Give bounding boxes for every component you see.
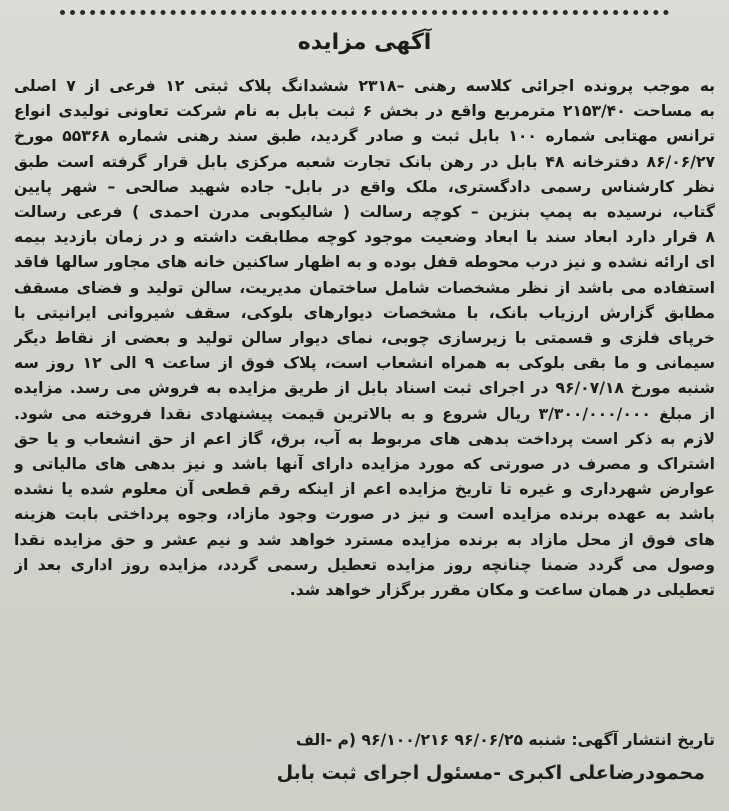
body-line: ۸ قرار دارد ابعاد سند با ابعاد وضعیت موجود کوچه مطابقت داشته و در زمان بازدید بیمه [14, 228, 715, 247]
body-line: مطابق گزارش ارزیاب بانک، با مشخصات دیوارهای بلوکی، سقف شیروانی ایرانیتی با [14, 303, 715, 322]
body-line: نظر کارشناس رسمی دادگستری، ملک واقع در بابل- جاده شهید صالحی – شهر پایین [14, 177, 715, 196]
body-line: گتاب، نرسیده به پمپ بنزین – کوچه رسالت ( شالیکوبی مدرن احمدی ) فرعی رسالت [14, 203, 715, 222]
body-line: شنبه مورخ ۹۶/۰۷/۱۸ در اجرای ثبت اسناد بابل از طریق مزایده به فروش می رسد. مزایده [14, 379, 715, 398]
body-line: استفاده می باشد از نظر مشخصات شامل ساختمان مدیریت، سالن تولید و فضای مسقف [14, 278, 715, 297]
body-line: به مساحت ۲۱۵۳/۴۰ مترمربع واقع در بخش ۶ ثبت بابل به نام شرکت تعاونی تولیدی انواع [14, 102, 715, 121]
body-line: باشد به عهده برنده مزایده است و نیز در صورت وجود مازاد، وجوه پرداختی بابت هزینه [14, 505, 715, 524]
signature: محمودرضاعلی اکبری -مسئول اجرای ثبت بابل [276, 762, 705, 784]
body-line: عوارض شهرداری و غیره تا تاریخ مزایده اعم از اینکه رقم قطعی آن معلوم شده یا نشده [14, 480, 715, 499]
notice-title: آگهی مزایده [297, 30, 432, 55]
body-line: اشتراک و مصرف در صورتی که مورد مزایده دارای آنها باشد و نیز بدهی های مالیاتی و [14, 455, 715, 474]
notice-body [14, 74, 715, 603]
body-line: های فوق از محل مازاد به برنده مزایده مسترد خواهد شد و نیم عشر و حق مزایده نقدا [14, 530, 715, 549]
body-line: تعطیلی در همان ساعت و مکان مقرر برگزار خواهد شد. [289, 581, 715, 600]
top-divider [60, 10, 669, 15]
body-line: ترانس مهتابی شماره ۱۰۰ بابل ثبت و صادر گردید، طبق سند رهنی شماره ۵۵۳۶۸ مورخ [14, 127, 715, 146]
body-line: به موجب پرونده اجرائی کلاسه رهنی –۲۳۱۸ ششدانگ پلاک ثبتی ۱۲ فرعی از ۷ اصلی [14, 77, 715, 95]
publication-date: تاریخ انتشار آگهی: شنبه ۹۶/۰۶/۲۵ ۹۶/۱۰۰/۲۱۶ (م -الف [295, 731, 715, 749]
body-line: از مبلغ ۳/۳۰۰/۰۰۰/۰۰۰ ریال شروع و به بالاترین قیمت پیشنهادی نقدا فروخته می شود. [14, 404, 715, 423]
body-line: سیمانی و ما بقی بلوکی به همراه انشعاب است، پلاک فوق از ساعت ۹ الی ۱۲ روز سه [14, 354, 715, 373]
body-line: ۸۶/۰۶/۲۷ دفترخانه ۴۸ بابل در رهن بانک تجارت شعبه مرکزی بابل قرار گرفته است طبق [14, 152, 715, 171]
body-line: ای ارائه نشده و نیز درب محوطه قفل بوده و به اظهار ساکنین خانه های مجاور سالها فاقد [14, 253, 715, 272]
body-line: خرپای فلزی و قسمتی با زیرسازی چوبی، نمای دیوار سالن تولید و بعضی از نقاط دیگر [14, 329, 715, 348]
body-line: لازم به ذکر است پرداخت بدهی های مربوط به آب، برق، گاز اعم از حق انشعاب و یا حق [14, 429, 715, 448]
body-line: وصول می گردد ضمنا چنانچه روز مزایده تعطیل رسمی گردد، مزایده روز اداری بعد از [14, 555, 715, 574]
